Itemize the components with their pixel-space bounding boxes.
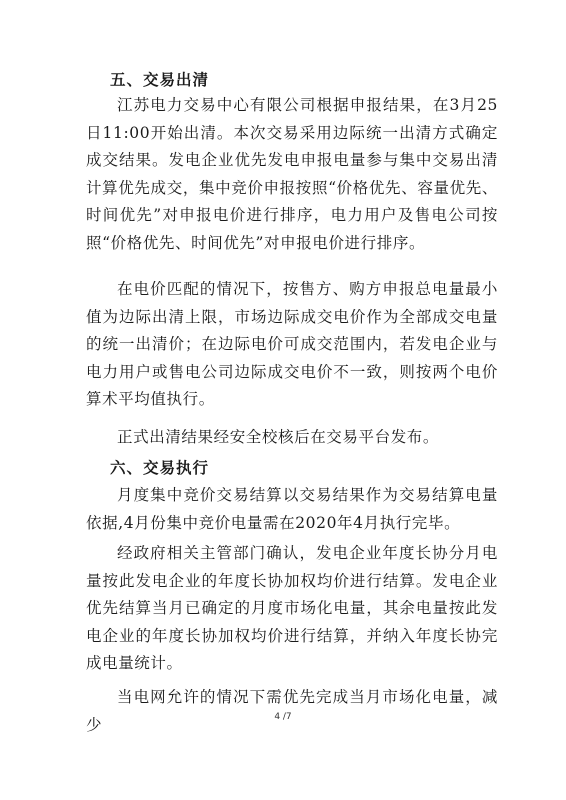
- paragraph-result-publication: 正式出清结果经安全校核后在交易平台发布。: [117, 428, 440, 446]
- paragraph-long-term-contract: 经政府相关主管部门确认，发电企业年度长协分月电量按此发电企业的年度长协加权均价进行结算。发电企业优先结算当月已确定的月度市场化电量，其余电量按此发电企业的年度长协加权均价进行结算，并纳入年度长协完成电量统计。: [86, 544, 498, 673]
- paragraph-settlement-basis: 月度集中竞价交易结算以交易结果作为交易结算电量依据,4月份集中竞价电量需在2020年4月执行完毕。: [86, 486, 498, 532]
- section-heading-trading-execution: 六、交易执行: [110, 459, 210, 477]
- paragraph-grid-priority: 当电网允许的情况下需优先完成当月市场化电量，减少: [86, 688, 498, 734]
- paragraph-clearing-method: 江苏电力交易中心有限公司根据申报结果，在3月25日11:00开始出清。本次交易采用边际统一出清方式确定成交结果。发电企业优先发电申报电量参与集中交易出清计算优先成交，集中竞价申报按照“价格优先、容量优先、时间优先”对申报电价进行排序，电力用户及售电公司按照“价格优先、时间优先”对申报电价进行排序。: [86, 96, 498, 252]
- page-number: 4 /7: [274, 712, 292, 722]
- section-heading-trading-clearing: 五、交易出清: [110, 71, 210, 89]
- paragraph-price-matching: 在电价匹配的情况下，按售方、购方申报总电量最小值为边际出清上限，市场边际成交电价作为全部成交电量的统一出清价；在边际电价可成交范围内，若发电企业与电力用户或售电公司边际成交电价不一致，则按两个电价算术平均值执行。: [86, 280, 498, 409]
